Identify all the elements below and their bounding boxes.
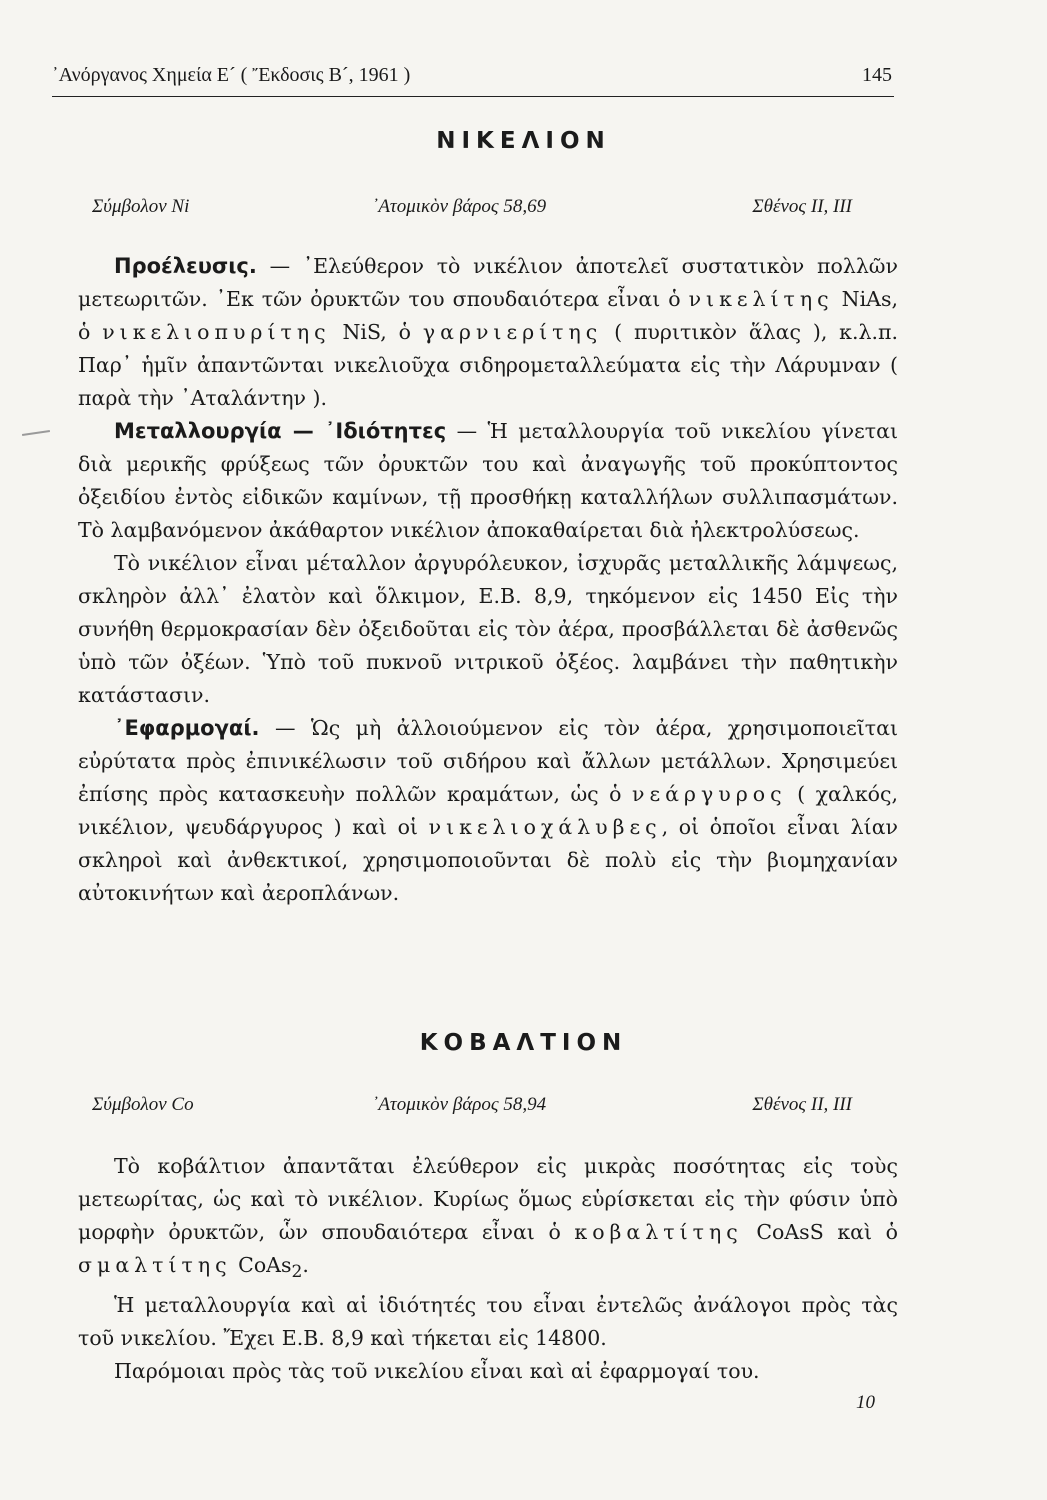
cobalt-valence: Σθένος II, III <box>752 1094 852 1115</box>
term-nickel-steels: νικελιοχάλυβες <box>428 815 662 839</box>
nickel-metallurgy-paragraph <box>78 415 898 547</box>
nickel-metallurgy-text: — Ἡ μεταλλουργία τοῦ νικελίου γίνεται διὰ μερικῆς φρύξεως τῶν ὀρυκτῶν του καὶ ἀναγωγῆς τοῦ προκύπτοντος ὀξειδίου ἐντὸς εἰδικῶν καμίνων, τῇ προσθήκῃ καταλλήλων συλλιπασμάτων. Τὸ λαμβανόμενον ἀκάθαρτον νικέλιον ἀποκαθαίρεται διὰ ἠλεκτρολύσεως. <box>78 419 898 542</box>
cobalt-applications-paragraph: Παρόμοιαι πρὸς τὰς τοῦ νικελίου εἶναι καὶ αἱ ἐφαρμογαί του. <box>114 1359 760 1384</box>
page-number: 145 <box>862 64 892 86</box>
running-head-title: ᾿Ανόργανος Χημεία Ε´ ( Ἔκδοσις Β´, 1961 ) <box>52 64 411 86</box>
term-nickelite: νικελίτης <box>688 287 834 311</box>
term-cobaltite: κοβαλτίτης <box>574 1220 743 1244</box>
cobalt-title: ΚΟΒΑΛΤΙΟΝ <box>419 1030 628 1056</box>
cobalt-origin-end: . <box>302 1253 309 1277</box>
nickel-origin-text-2: NiAs, ὁ <box>78 287 898 344</box>
term-nickel-pyrite: νικελιοπυρίτης <box>102 320 331 344</box>
nickel-applications-heading: ᾿Εφαρμογαί. <box>114 716 260 740</box>
nickel-applications-text: — Ὡς μὴ ἀλλοιούμενον εἰς τὸν ἀέρα, χρησιμοποιεῖται εὐρύτατα πρὸς ἐπινικέλωσιν τοῦ σιδήρου καὶ ἄλλων μετάλλων. Χρησιμεύει ἐπίσης πρὸς κατασκευὴν πολλῶν κραμάτων, ὡς ὁ <box>78 716 898 806</box>
nickel-body <box>78 250 898 910</box>
nickel-origin-text-3: NiS, ὁ <box>330 320 423 344</box>
cobalt-subscript: 2 <box>291 1262 303 1283</box>
cobalt-meta-row <box>92 1094 852 1124</box>
nickel-meta-row <box>92 196 852 226</box>
nickel-applications-paragraph <box>78 712 898 910</box>
nickel-atomic-weight: ᾿Ατομικὸν βάρος 58,69 <box>372 196 547 217</box>
cobalt-origin-text-3: CoAs <box>231 1253 292 1277</box>
cobalt-properties-paragraph: Ἡ μεταλλουργία καὶ αἱ ἰδιότητές του εἶναι ἐντελῶς ἀνάλογοι πρὸς τὰς τοῦ νικελίου. Ἔχει Ε.Β. 8,9 καὶ τήκεται εἰς 14800. <box>78 1293 898 1351</box>
nickel-symbol: Σύμβολον Ni <box>92 196 190 217</box>
cobalt-atomic-weight: ᾿Ατομικὸν βάρος 58,94 <box>372 1094 547 1115</box>
nickel-origin-paragraph <box>78 250 898 415</box>
cobalt-body <box>78 1150 898 1388</box>
nickel-applications-text-3: , οἱ ὁποῖοι εἶναι λίαν σκληροὶ καὶ ἀνθεκτικοί, χρησιμοποιοῦνται δὲ πολὺ εἰς τὴν βιομηχανίαν αὐτοκινήτων καὶ ἀεροπλάνων. <box>78 815 899 905</box>
cobalt-origin-text: Τὸ κοβάλτιον ἀπαντᾶται ἐλεύθερον εἰς μικρὰς ποσότητας εἰς τοὺς μετεωρίτας, ὡς καὶ τὸ νικέλιον. Κυρίως ὅμως εὑρίσκεται εἰς τὴν φύσιν ὑπὸ μορφὴν ὀρυκτῶν, ὧν σπουδαιότερα εἶναι ὁ <box>78 1154 898 1244</box>
nickel-properties-paragraph: Τὸ νικέλιον εἶναι μέταλλον ἀργυρόλευκον, ἰσχυρᾶς μεταλλικῆς λάμψεως, σκληρὸν ἀλλ᾿ ἐλατὸν καὶ ὅλκιμον, Ε.Β. 8,9, τηκόμενον εἰς 1450 Εἰς τὴν συνήθη θερμοκρασίαν δὲν ὀξειδοῦται εἰς τὸν ἀέρα, προσβάλλεται δὲ ἀσθενῶς ὑπὸ τῶν ὀξέων. Ὑπὸ τοῦ πυκνοῦ νιτρικοῦ ὀξέος. λαμβάνει τὴν παθητικὴν κατάστασιν. <box>78 551 898 707</box>
nickel-origin-heading: Προέλευσις. <box>114 254 257 278</box>
header-rule <box>52 96 894 97</box>
margin-mark <box>22 430 50 436</box>
cobalt-symbol: Σύμβολον Co <box>92 1094 194 1115</box>
cobalt-origin-text-2: CoAsS καὶ ὁ <box>742 1220 898 1244</box>
cobalt-origin-paragraph <box>78 1150 898 1289</box>
term-garnierite: γαρνιερίτης <box>422 320 603 344</box>
nickel-origin-text: — ᾿Ελεύθερον τὸ νικέλιον ἀποτελεῖ συστατικὸν πολλῶν μετεωριτῶν. ᾿Εκ τῶν ὀρυκτῶν του σπουδαιότερα εἶναι ὁ <box>78 254 898 311</box>
nickel-applications-text-2: ( χαλκός, νικέλιον, ψευδάργυρος ) καὶ οἱ <box>78 782 898 839</box>
nickel-title: ΝΙΚΕΛΙΟΝ <box>436 128 611 154</box>
term-nickel-silver: νεάργυρος <box>632 782 787 806</box>
running-head <box>52 64 892 87</box>
nickel-origin-text-4: ( πυριτικὸν ἅλας ), κ.λ.π. Παρ᾿ ἡμῖν ἀπαντῶνται νικελιοῦχα σιδηρομεταλλεύματα εἰς τὴν Λάρυμναν ( παρὰ τὴν ᾿Αταλάντην ). <box>78 320 898 410</box>
nickel-metallurgy-heading: Μεταλλουργία — ᾿Ιδιότητες <box>114 419 447 443</box>
nickel-valence: Σθένος II, III <box>752 196 852 217</box>
folio-number: 10 <box>856 1392 875 1413</box>
term-smaltite: σμαλτίτης <box>78 1253 232 1277</box>
